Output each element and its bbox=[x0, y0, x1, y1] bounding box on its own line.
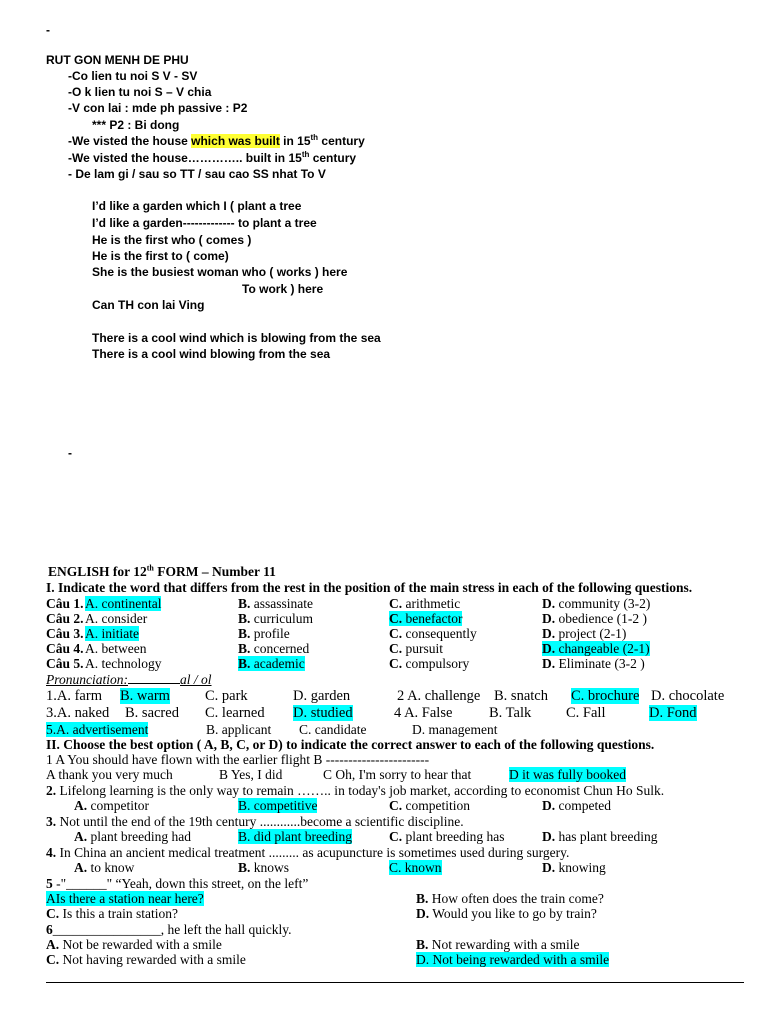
example-line: -We visted the house………….. built in 15th century bbox=[68, 150, 357, 165]
example-sentence: Can TH con lai Ving bbox=[92, 298, 205, 312]
rule-line: *** P2 : Bi dong bbox=[92, 118, 180, 132]
example-line: - De lam gi / sau so TT / sau cao SS nhat To V bbox=[68, 167, 326, 181]
bottom-dash: - bbox=[68, 446, 72, 460]
stress-question-row: Câu 3. A. initiate B. profile C. consequently D. project (2-1) bbox=[46, 626, 627, 641]
options-row: A. to know B. knows C. known D. knowing bbox=[74, 860, 606, 875]
pronunciation-row: 1.A. farm B. warm C. park D. garden 2 A. challenge B. snatch C. brochure D. chocolate bbox=[46, 688, 725, 704]
example-sentence: He is the first who ( comes ) bbox=[92, 233, 252, 247]
example-sentence: He is the first to ( come) bbox=[92, 249, 229, 263]
example-sentence: I’d like a garden which I ( plant a tree bbox=[92, 199, 302, 213]
answer-highlight: D. Fond bbox=[649, 705, 697, 721]
answer-highlight: C. known bbox=[389, 860, 442, 875]
highlighted-phrase: which was built bbox=[191, 134, 280, 148]
answer-highlight: B. competitive bbox=[238, 798, 318, 813]
example-sentence: There is a cool wind blowing from the sea bbox=[92, 347, 331, 361]
options-row: A. competitor B. competitive C. competition D. competed bbox=[74, 798, 611, 813]
stress-question-row: Câu 2. A. consider B. curriculum C. benefactor D. obedience (1-2 ) bbox=[46, 611, 647, 626]
options-row: A. plant breeding had B. did plant breeding C. plant breeding has D. has plant breeding bbox=[74, 829, 658, 844]
answer-highlight: D. studied bbox=[293, 705, 353, 721]
options-row: A. Not be rewarded with a smile B. Not rewarding with a smile bbox=[46, 937, 580, 952]
options-row: C. Not having rewarded with a smile D. Not being rewarded with a smile bbox=[46, 952, 610, 967]
options-row: A thank you very much B Yes, I did C Oh, I'm sorry to hear that D it was fully booked bbox=[46, 767, 626, 782]
stress-question-row: Câu 4. A. between B. concerned C. pursuit D. changeable (2-1) bbox=[46, 641, 650, 656]
answer-highlight: D. Not being rewarded with a smile bbox=[416, 952, 610, 967]
pronunciation-row: 3.A. naked B. sacred C. learned D. studied 4 A. False B. Talk C. Fall D. Fond bbox=[46, 705, 697, 721]
answer-highlight: C. benefactor bbox=[389, 611, 463, 626]
question-2: 2. Lifelong learning is the only way to remain …….. in today's job market, according to economist Chun Ho Sulk. bbox=[46, 783, 665, 798]
example-sentence: I’d like a garden------------- to plant a tree bbox=[92, 216, 317, 230]
question-6: 6________________, he left the hall quickly. bbox=[46, 922, 292, 937]
pronunciation-row: 5.A. advertisement B. applicant C. candidate D. management bbox=[46, 722, 498, 737]
question-5: 5 -"______" “Yeah, down this street, on the left” bbox=[46, 876, 309, 891]
section-1-title: I. Indicate the word that differs from the rest in the position of the main stress in each of the following questions. bbox=[46, 580, 693, 595]
stress-question-row: Câu 1. A. continental B. assassinate C. arithmetic D. community (3-2) bbox=[46, 596, 651, 611]
options-row: AIs there a station near here? B. How often does the train come? bbox=[46, 891, 604, 906]
answer-highlight: B. warm bbox=[120, 688, 170, 704]
example-line: -We visted the house which was built in 15th century bbox=[68, 133, 365, 148]
example-sentence: There is a cool wind which is blowing from the sea bbox=[92, 331, 381, 345]
worksheet-header: ENGLISH for 12th FORM – Number 11 bbox=[48, 563, 276, 579]
question-3: 3. Not until the end of the 19th century ............become a scientific discipline. bbox=[46, 814, 464, 829]
answer-highlight: 5.A. advertisement bbox=[46, 722, 149, 737]
rule-line: -O k lien tu noi S – V chia bbox=[68, 85, 212, 99]
top-dash: - bbox=[46, 23, 50, 37]
question-4: 4. In China an ancient medical treatment ......... as acupuncture is sometimes used during surgery. bbox=[46, 845, 570, 860]
answer-highlight: A. initiate bbox=[85, 626, 139, 641]
answer-highlight: D it was fully booked bbox=[509, 767, 626, 782]
answer-highlight: B. academic bbox=[238, 656, 305, 671]
answer-highlight: D. changeable (2-1) bbox=[542, 641, 650, 656]
answer-highlight: C. brochure bbox=[571, 688, 640, 704]
answer-highlight: AIs there a station near here? bbox=[46, 891, 204, 906]
page-title: RUT GON MENH DE PHU bbox=[46, 53, 189, 67]
question-1: 1 A You should have flown with the earlier flight B ----------------------- bbox=[46, 752, 430, 767]
example-sentence: To work ) here bbox=[242, 282, 324, 296]
pronunciation-label: Pronunciation: al / ol bbox=[46, 672, 212, 687]
stress-question-row: Câu 5. A. technology B. academic C. compulsory D. Eliminate (3-2 ) bbox=[46, 656, 645, 671]
section-2-title: II. Choose the best option ( A, B, C, or D) to indicate the correct answer to each of the following questions. bbox=[46, 737, 655, 752]
options-row: C. Is this a train station? D. Would you like to go by train? bbox=[46, 906, 597, 921]
answer-highlight: B. did plant breeding bbox=[238, 829, 352, 844]
rule-line: -V con lai : mde ph passive : P2 bbox=[68, 101, 248, 115]
answer-highlight: A. continental bbox=[85, 596, 162, 611]
bottom-divider bbox=[46, 982, 744, 983]
rule-line: -Co lien tu noi S V - SV bbox=[68, 69, 198, 83]
example-sentence: She is the busiest woman who ( works ) here bbox=[92, 265, 348, 279]
